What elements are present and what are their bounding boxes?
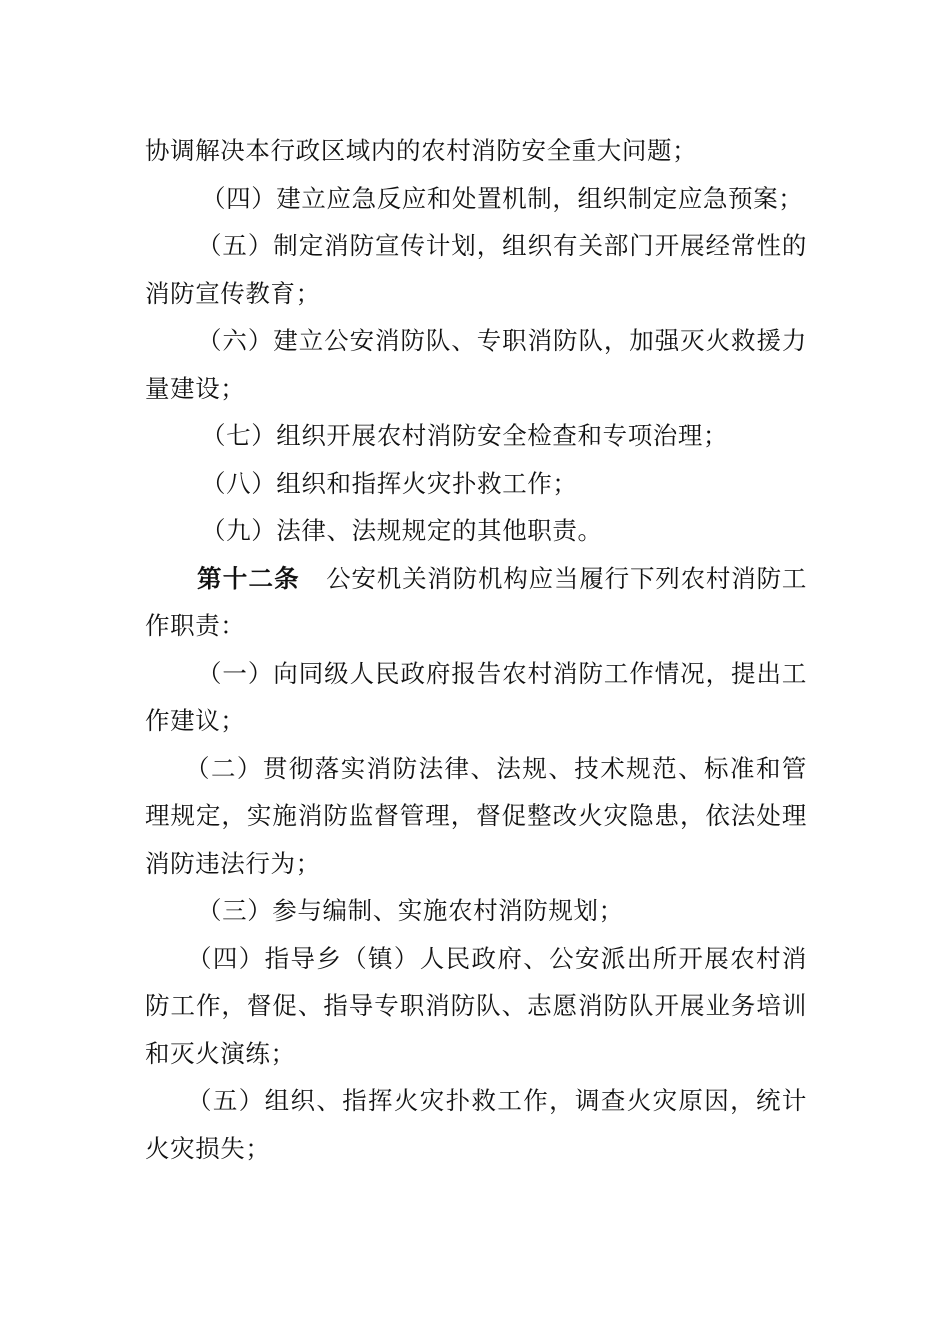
article-12-paragraph (145, 555, 807, 650)
list-item-7: （七）组织开展农村消防安全检查和专项治理； (201, 421, 729, 450)
list-item-6: （六）建立公安消防队、专职消防队，加强灭火救援力量建设； (145, 326, 807, 403)
article-12-item-5: （五）组织、指挥火灾扑救工作，调查火灾原因，统计火灾损失； (145, 1086, 807, 1163)
article-12-item-4: （四）指导乡（镇）人民政府、公安派出所开展农村消防工作，督促、指导专职消防队、志愿消防队开展业务培训和灭火演练； (145, 943, 807, 1068)
article-12-item-3: （三）参与编制、实施农村消防规划； (197, 896, 624, 925)
article-12-item-2: （二）贯彻落实消防法律、法规、技术规范、标准和管理规定，实施消防监督管理，督促整改火灾隐患，依法处理消防违法行为； (145, 753, 807, 878)
list-item-9: （九）法律、法规规定的其他职责。 (201, 516, 603, 545)
list-item-8: （八）组织和指挥火灾扑救工作； (201, 468, 578, 498)
document-body (145, 127, 807, 1172)
list-item-5: （五）制定消防宣传计划，组织有关部门开展经常性的消防宣传教育； (145, 231, 807, 308)
article-text: 公安机关消防机构应当履行下列农村消防工作职责： (145, 563, 807, 640)
list-item-4: （四）建立应急反应和处置机制，组织制定应急预案； (201, 183, 804, 213)
paragraph-continuation: 协调解决本行政区域内的农村消防安全重大问题； (145, 136, 698, 165)
article-12-item-1: （一）向同级人民政府报告农村消防工作情况，提出工作建议； (145, 658, 807, 735)
article-heading: 第十二条 (197, 563, 300, 593)
